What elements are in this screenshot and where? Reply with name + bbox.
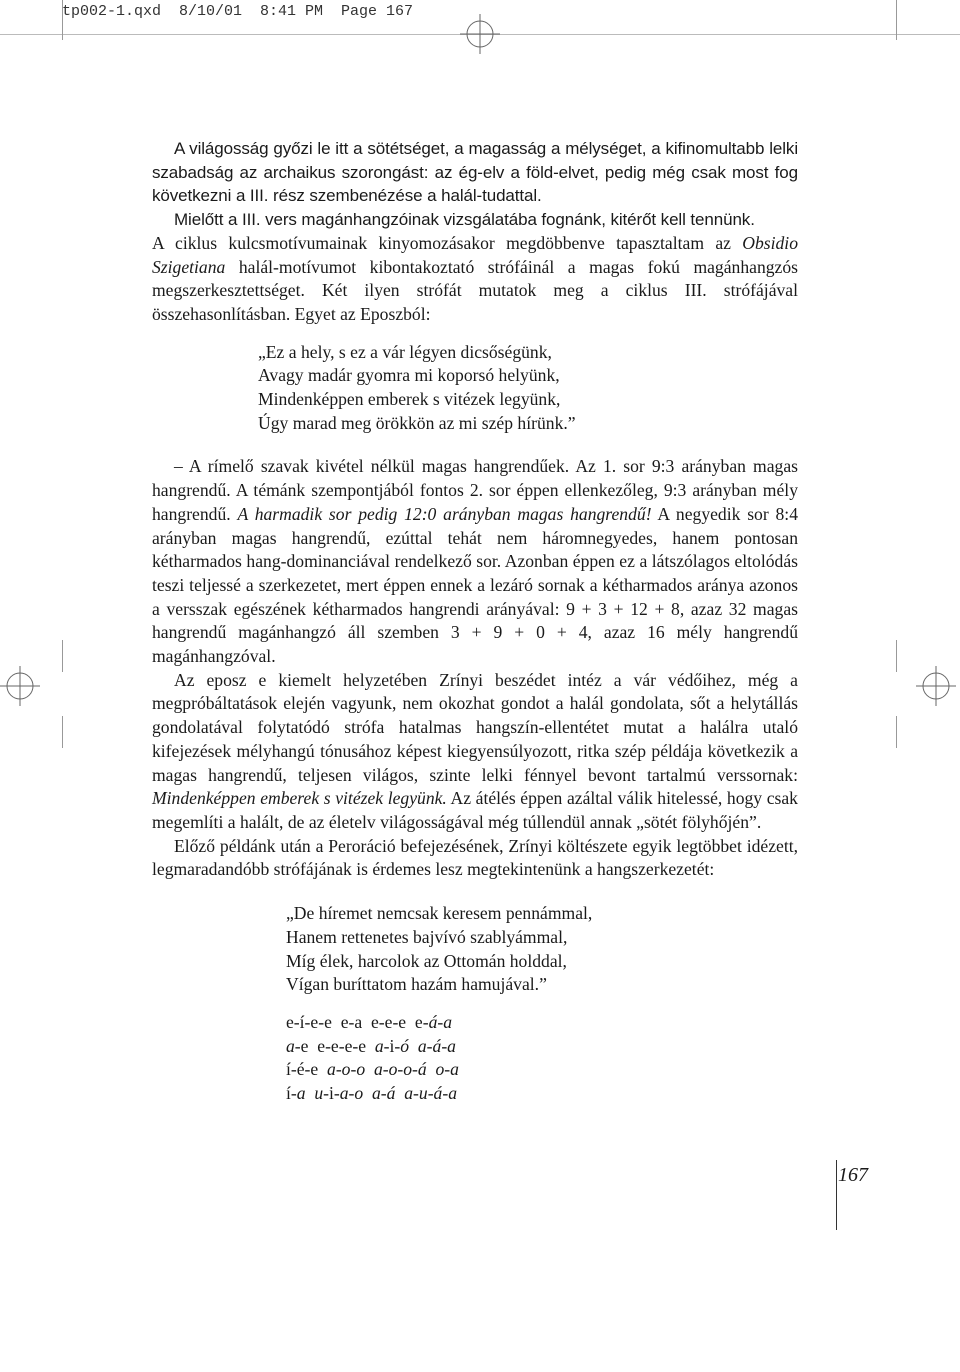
page-number: 167 [838, 1164, 868, 1186]
poem-line: Hanem rettenetes bajvívó szablyámmal, [286, 926, 568, 947]
crop-mark [896, 640, 897, 672]
italic-run: Mindenképpen emberek s vitézek legyünk. [152, 788, 447, 809]
italic-run: Obsidio Szigetiana [152, 232, 798, 277]
poem-line: Avagy madár gyomra mi koporsó helyünk, [258, 365, 560, 386]
crop-mark [62, 0, 63, 40]
paragraph: Mielőtt a III. vers magánhangzóinak vizsgálatába fognánk, kitérőt kell tennünk. [174, 210, 755, 230]
poem-line: Vígan buríttatom hazám hamujával.” [286, 974, 547, 995]
registration-mark-icon [916, 666, 956, 706]
page-number-rule [836, 1160, 837, 1230]
body-text [152, 137, 798, 1106]
crop-mark [62, 716, 63, 748]
text-run: Az átélés éppen azáltal válik hitelessé, hogy csak megemlíti a halált, de az életelv világosságával még túllendül annak „sötét fölyhőjén”. [152, 788, 798, 832]
italic-run: A harmadik sor pedig 12:0 arányban magas hangrendű! [237, 503, 652, 524]
text-run: Az eposz e kiemelt helyzetében Zrínyi beszédet intéz a vár védőihez, még a megpróbáltatások elején vagyunk, nem okozhat gondot a halál gondolata, sőt a helytállás gondolatával folytatódó strófa hatalmas hangszín-ellentétet mutat a halálra utaló kifejezések mélyhangú tónusához képest kiegyensúlyozott, ritka szép példája következik a magas hangrendű, teljesen világos, szinte lelki fénnyel bevont tartalmú verssornak: [152, 669, 798, 785]
poem-line: Míg élek, harcolok az Ottomán holddal, [286, 950, 567, 971]
vowel-line: e-í-e-e e-a e-e-e e-á-a [286, 1011, 453, 1032]
crop-mark [896, 716, 897, 748]
registration-mark-icon [0, 666, 40, 706]
text-run: – A rímelő szavak kivétel nélkül magas hangrendűek. Az 1. sor 9:3 arányban magas hangrendű. A témánk szempontjából fontos 2. sor éppen ellenkezőleg, 9:3 arányban mély hangrendű. [152, 456, 798, 524]
vowel-line: í-a u-i-a-o a-á a-u-á-a [286, 1083, 458, 1104]
crop-mark [62, 640, 63, 672]
paragraph: A világosság győzi le itt a sötétséget, a magasság a mélységet, a kifinomultabb lelki szabadság az archaikus szorongást: az ég-elv a föld-elvet, pedig még csak most fog következni a III. rész szembenézése a halál-tudattal. [152, 139, 798, 206]
poem-line: Mindenképpen emberek s vitézek legyünk, [258, 389, 561, 410]
poem-quote-1 [258, 341, 798, 436]
poem-quote-2 [286, 902, 798, 997]
paragraph [152, 232, 798, 327]
paragraph [152, 455, 798, 668]
vowel-analysis [286, 1011, 798, 1106]
print-slug: tp002-1.qxd 8/10/01 8:41 PM Page 167 [62, 3, 414, 20]
text-run: A negyedik sor 8:4 arányban magas hangrendű, ezúttal tehát nem háromnegyedes, hanem pontosan kétharmados hang-dominanciával rendelkező sor. Azonban éppen ez a látszólagos eltolódás teszi teljessé a szerkezetet, mert éppen ennek a lezáró sornak a kétharmados aránya azonos a versszak egészének kétharmados hangrendi arányával: 9 + 3 + 12 + 8, azaz 32 magas hangrendű magánhangzó áll szemben 3 + 9 + 0 + 4, azaz 16 mély hangrendű magánhangzóval. [152, 503, 798, 667]
text-run: halál-motívumot kibontakoztató strófáinál a magas fokú magánhangzós megszerkesztettséget. Két ilyen strófát mutatok meg a ciklus III. strófájával összehasonlításban. Egyet az Eposzból: [152, 256, 798, 324]
vowel-line: í-é-e a-o-o a-o-o-á o-a [286, 1059, 459, 1080]
poem-line: Úgy marad meg örökkön az mi szép hírünk.” [258, 412, 576, 433]
paragraph: Előző példánk után a Peroráció befejezésének, Zrínyi költészete egyik legtöbbet idézett, legmaradandóbb strófájának is érdemes lesz megtekintenünk a hangszerkezetét: [152, 835, 798, 880]
registration-mark-icon [460, 14, 500, 54]
poem-line: „Ez a hely, s ez a vár légyen dicsőségünk, [258, 341, 552, 362]
vowel-line: a-e e-e-e-e a-i-ó a-á-a [286, 1035, 456, 1056]
crop-mark [896, 0, 897, 40]
text-run: A ciklus kulcsmotívumainak kinyomozásakor megdöbbenve tapasztaltam az [152, 232, 743, 253]
poem-line: „De híremet nemcsak keresem pennámmal, [286, 903, 593, 924]
paragraph [152, 669, 798, 835]
